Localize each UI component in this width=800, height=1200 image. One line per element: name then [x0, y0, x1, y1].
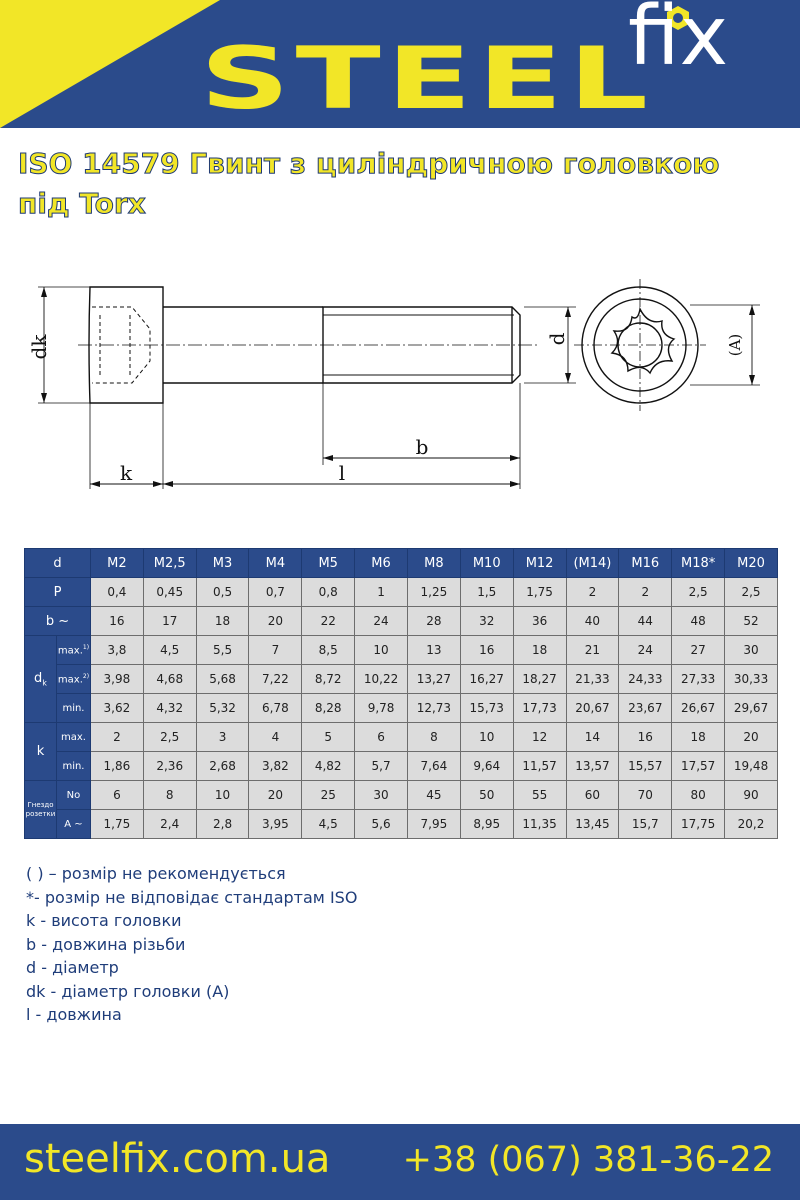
- k-cell: 1,86: [90, 752, 143, 781]
- note-line: ( ) – розмір не рекомендується: [26, 864, 286, 883]
- b-cell: 44: [619, 607, 672, 636]
- header-size-cell: (M14): [566, 549, 619, 578]
- socket-cell: 55: [513, 781, 566, 810]
- socket-cell: 8: [143, 781, 196, 810]
- row-label-dk: $d_k$: [25, 636, 57, 723]
- k-sublabel: max.: [56, 723, 90, 752]
- k-cell: 17,57: [672, 752, 725, 781]
- label-k: k: [119, 461, 133, 485]
- header-size-cell: M16: [619, 549, 672, 578]
- row-label-dk-sub: k: [42, 678, 47, 688]
- table-header-row: [25, 549, 778, 578]
- note-line: b - довжина різьби: [26, 934, 186, 954]
- p-cell: 2,5: [672, 578, 725, 607]
- socket-sublabel: No: [56, 781, 90, 810]
- dk-cell: 3,98: [90, 665, 143, 694]
- header-size-cell: M5: [302, 549, 355, 578]
- header-size-cell: M20: [725, 549, 778, 578]
- title-line-1: ISO 14579 Гвинт з циліндричною головкою: [18, 147, 720, 180]
- header-size-cell: M10: [460, 549, 513, 578]
- socket-cell: 50: [460, 781, 513, 810]
- k-cell: 8: [407, 723, 460, 752]
- header-size-cell: M2,5: [143, 549, 196, 578]
- dk-cell: 13: [407, 636, 460, 665]
- dk-cell: 29,67: [725, 694, 778, 723]
- dk-cell: 24: [619, 636, 672, 665]
- p-cell: 0,4: [90, 578, 143, 607]
- socket-cell: 1,75: [90, 810, 143, 839]
- label-dk: dk: [27, 334, 51, 360]
- table-row-socket: [25, 810, 778, 839]
- k-cell: 5: [302, 723, 355, 752]
- socket-cell: 5,6: [355, 810, 408, 839]
- dk-cell: 5,5: [196, 636, 249, 665]
- row-label-k: k: [25, 723, 57, 781]
- dk-cell: 27,33: [672, 665, 725, 694]
- dk-cell: 8,5: [302, 636, 355, 665]
- header-size-cell: M6: [355, 549, 408, 578]
- socket-cell: 11,35: [513, 810, 566, 839]
- dk-cell: 18,27: [513, 665, 566, 694]
- p-cell: 0,45: [143, 578, 196, 607]
- socket-label-line1: Гнездо: [27, 800, 54, 809]
- dk-cell: 9,78: [355, 694, 408, 723]
- p-cell: 2: [566, 578, 619, 607]
- dk-sublabel: max.$^{2)}$: [56, 665, 90, 694]
- k-cell: 2: [90, 723, 143, 752]
- dk-cell: 30: [725, 636, 778, 665]
- dk-cell: 8,28: [302, 694, 355, 723]
- dk-cell: 27: [672, 636, 725, 665]
- p-cell: 2: [619, 578, 672, 607]
- note-line: l - довжина: [26, 1005, 122, 1024]
- dk-cell: 5,68: [196, 665, 249, 694]
- socket-cell: 6: [90, 781, 143, 810]
- k-cell: 15,57: [619, 752, 672, 781]
- socket-cell: 80: [672, 781, 725, 810]
- header-size-cell: M8: [407, 549, 460, 578]
- table-row-dk: [25, 665, 778, 694]
- p-cell: 0,5: [196, 578, 249, 607]
- screw-technical-drawing: [0, 275, 800, 505]
- dk-cell: 21,33: [566, 665, 619, 694]
- b-cell: 18: [196, 607, 249, 636]
- p-cell: 1: [355, 578, 408, 607]
- p-cell: 2,5: [725, 578, 778, 607]
- dk-cell: 26,67: [672, 694, 725, 723]
- dk-footnote-mark: 2): [82, 672, 90, 680]
- k-cell: 4: [249, 723, 302, 752]
- k-cell: 12: [513, 723, 566, 752]
- dk-cell: 18: [513, 636, 566, 665]
- k-cell: 5,7: [355, 752, 408, 781]
- title-line-2: під Torx: [18, 187, 146, 220]
- k-cell: 20: [725, 723, 778, 752]
- b-cell: 24: [355, 607, 408, 636]
- phone-number[interactable]: +38 (067) 381-36-22: [402, 1140, 774, 1180]
- dk-cell: 10: [355, 636, 408, 665]
- k-cell: 9,64: [460, 752, 513, 781]
- header-size-cell: M4: [249, 549, 302, 578]
- table-row-b: [25, 607, 778, 636]
- p-cell: 0,8: [302, 578, 355, 607]
- k-cell: 6: [355, 723, 408, 752]
- dk-footnote-mark: 1): [82, 643, 90, 651]
- table-row-p: [25, 578, 778, 607]
- dk-cell: 3,8: [90, 636, 143, 665]
- dimensions-table: [24, 548, 778, 839]
- header-size-cell: M18*: [672, 549, 725, 578]
- b-cell: 20: [249, 607, 302, 636]
- socket-cell: 4,5: [302, 810, 355, 839]
- dk-cell: 17,73: [513, 694, 566, 723]
- label-d: d: [545, 332, 569, 346]
- socket-cell: 2,8: [196, 810, 249, 839]
- dk-cell: 7,22: [249, 665, 302, 694]
- row-label-b: b ~: [25, 607, 91, 636]
- flag-stripe: [0, 0, 220, 128]
- logo-fix-text: fix: [628, 0, 729, 84]
- table-row-dk: [25, 636, 778, 665]
- k-cell: 16: [619, 723, 672, 752]
- b-cell: 32: [460, 607, 513, 636]
- b-cell: 16: [90, 607, 143, 636]
- page-title: [18, 144, 788, 224]
- header-d-label: d: [25, 549, 91, 578]
- dk-cell: 4,68: [143, 665, 196, 694]
- dk-cell: 4,32: [143, 694, 196, 723]
- socket-cell: 2,4: [143, 810, 196, 839]
- row-label-socket: [25, 781, 57, 839]
- dk-cell: 3,62: [90, 694, 143, 723]
- socket-cell: 20,2: [725, 810, 778, 839]
- dk-cell: 4,5: [143, 636, 196, 665]
- table-row-dk: [25, 694, 778, 723]
- socket-cell: 70: [619, 781, 672, 810]
- socket-cell: 60: [566, 781, 619, 810]
- table-row-k: [25, 752, 778, 781]
- socket-cell: 15,7: [619, 810, 672, 839]
- dk-cell: 10,22: [355, 665, 408, 694]
- row-label-p: P: [25, 578, 91, 607]
- k-cell: 2,36: [143, 752, 196, 781]
- dk-cell: 6,78: [249, 694, 302, 723]
- b-cell: 48: [672, 607, 725, 636]
- socket-cell: 90: [725, 781, 778, 810]
- dk-cell: 20,67: [566, 694, 619, 723]
- dk-cell: 7: [249, 636, 302, 665]
- dk-cell: 16: [460, 636, 513, 665]
- b-cell: 52: [725, 607, 778, 636]
- note-line: k - висота головки: [26, 911, 182, 930]
- label-b: b: [415, 435, 429, 459]
- label-l: l: [338, 461, 346, 485]
- socket-label-line2: розетки: [25, 809, 56, 818]
- k-cell: 2,5: [143, 723, 196, 752]
- dk-cell: 5,32: [196, 694, 249, 723]
- torx-socket-shape: [612, 309, 674, 373]
- k-cell: 2,68: [196, 752, 249, 781]
- dk-cell: 23,67: [619, 694, 672, 723]
- header-size-cell: M2: [90, 549, 143, 578]
- socket-cell: 25: [302, 781, 355, 810]
- b-cell: 36: [513, 607, 566, 636]
- k-sublabel: min.: [56, 752, 90, 781]
- k-cell: 11,57: [513, 752, 566, 781]
- k-cell: 18: [672, 723, 725, 752]
- note-line: *- розмір не відповідає стандартам ISO: [26, 887, 358, 907]
- k-cell: 7,64: [407, 752, 460, 781]
- dk-cell: 30,33: [725, 665, 778, 694]
- header-banner: [0, 0, 800, 128]
- note-line: dk - діаметр головки (A): [26, 981, 230, 1001]
- dk-cell: 16,27: [460, 665, 513, 694]
- legend-notes: [26, 862, 357, 1027]
- socket-cell: 45: [407, 781, 460, 810]
- socket-cell: 8,95: [460, 810, 513, 839]
- socket-cell: 17,75: [672, 810, 725, 839]
- p-cell: 0,7: [249, 578, 302, 607]
- logo-steel-text: STEEL: [200, 29, 654, 128]
- dk-cell: 13,27: [407, 665, 460, 694]
- dk-sublabel: max.$^{1)}$: [56, 636, 90, 665]
- socket-cell: 10: [196, 781, 249, 810]
- dk-cell: 24,33: [619, 665, 672, 694]
- b-cell: 28: [407, 607, 460, 636]
- socket-cell: 3,95: [249, 810, 302, 839]
- dk-cell: 21: [566, 636, 619, 665]
- website-link[interactable]: steelfix.com.ua: [24, 1136, 331, 1182]
- note-line: d - діаметр: [26, 958, 119, 977]
- k-cell: 4,82: [302, 752, 355, 781]
- socket-cell: 13,45: [566, 810, 619, 839]
- p-cell: 1,75: [513, 578, 566, 607]
- k-cell: 3: [196, 723, 249, 752]
- dk-sublabel: min.: [56, 694, 90, 723]
- k-cell: 13,57: [566, 752, 619, 781]
- k-cell: 10: [460, 723, 513, 752]
- dk-cell: 15,73: [460, 694, 513, 723]
- k-cell: 3,82: [249, 752, 302, 781]
- dk-cell: 12,73: [407, 694, 460, 723]
- b-cell: 17: [143, 607, 196, 636]
- p-cell: 1,25: [407, 578, 460, 607]
- k-cell: 14: [566, 723, 619, 752]
- k-cell: 19,48: [725, 752, 778, 781]
- socket-cell: 20: [249, 781, 302, 810]
- table-row-k: [25, 723, 778, 752]
- footer-bar: [0, 1124, 800, 1200]
- b-cell: 40: [566, 607, 619, 636]
- header-size-cell: M3: [196, 549, 249, 578]
- b-cell: 22: [302, 607, 355, 636]
- label-A: (A): [726, 333, 744, 357]
- header-size-cell: M12: [513, 549, 566, 578]
- table-row-socket: [25, 781, 778, 810]
- socket-cell: 30: [355, 781, 408, 810]
- dk-cell: 8,72: [302, 665, 355, 694]
- socket-cell: 7,95: [407, 810, 460, 839]
- socket-sublabel: A ~: [56, 810, 90, 839]
- p-cell: 1,5: [460, 578, 513, 607]
